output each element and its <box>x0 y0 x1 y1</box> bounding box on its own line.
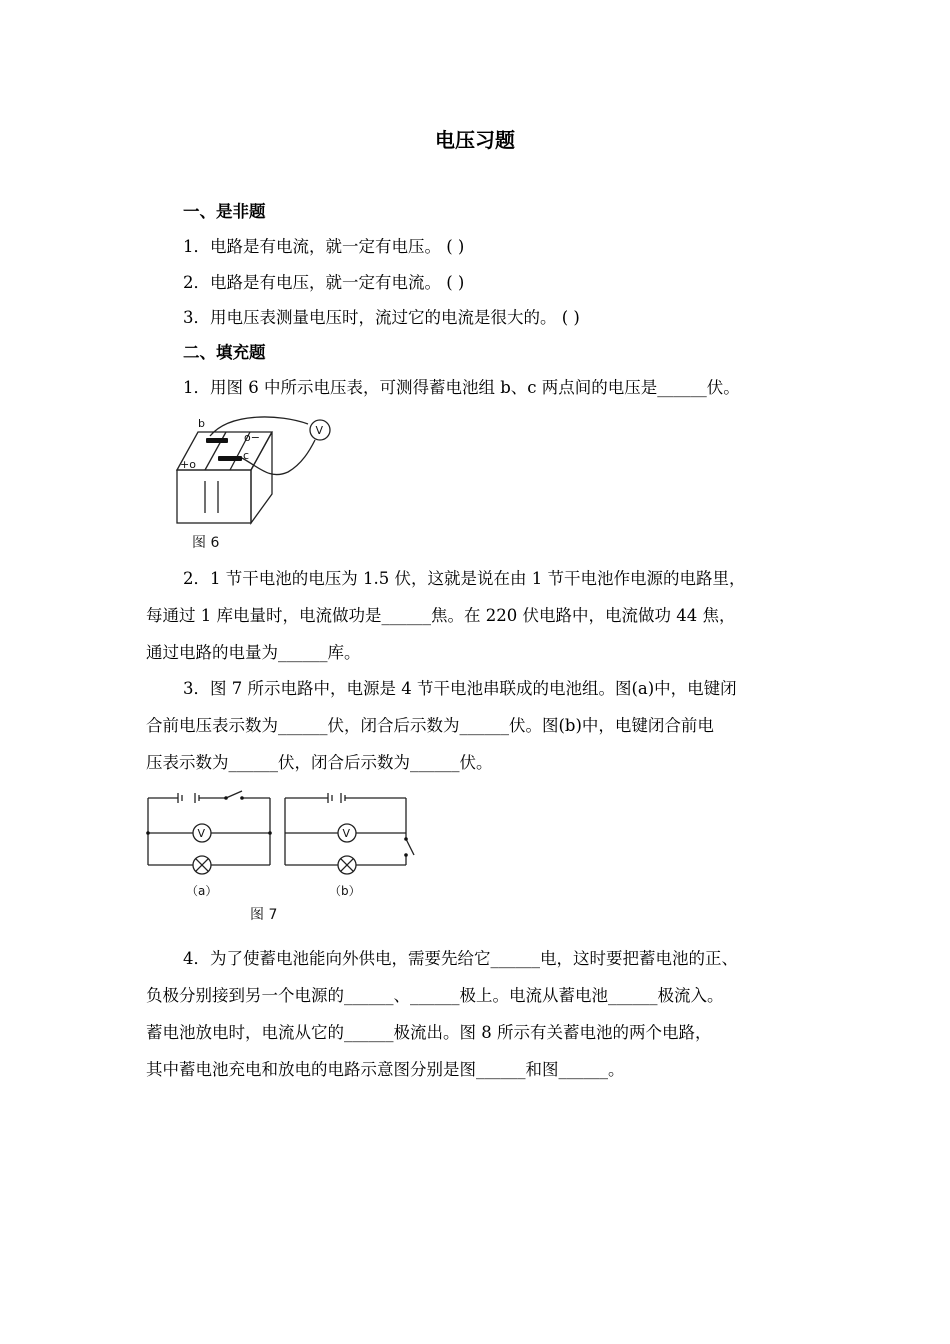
tf-question-2: 2．电路是有电压，就一定有电流。 ( ) <box>183 273 465 292</box>
tf-question-1: 1．电路是有电流，就一定有电压。 ( ) <box>183 237 465 256</box>
figure-6-caption: 图 6 <box>192 535 220 551</box>
label-b: （b） <box>329 884 361 898</box>
voltmeter-wire-c <box>242 440 315 475</box>
circuit-a <box>148 791 270 874</box>
label-plus: +o <box>180 458 196 471</box>
figure-6-battery-diagram <box>170 410 340 552</box>
q3-line-1: 3．图 7 所示电路中，电源是 4 节干电池串联成的电池组。图(a)中，电键闭 <box>183 679 737 698</box>
figure-7-circuit-diagrams <box>140 785 425 927</box>
fill-question-4 <box>146 940 826 1088</box>
q3-line-3: 压表示数为______伏，闭合后示数为______伏。 <box>146 753 493 772</box>
terminal-bar-b <box>206 438 228 443</box>
label-a: （a） <box>186 884 218 898</box>
section-heading-true-false: 一、是非题 <box>183 202 266 221</box>
q4-line-4: 其中蓄电池充电和放电的电路示意图分别是图______和图______。 <box>146 1060 625 1079</box>
figure-7-caption: 图 7 <box>250 907 278 923</box>
q2-line-2: 每通过 1 库电量时，电流做功是______焦。在 220 伏电路中，电流做功 44 焦， <box>146 606 736 625</box>
battery-side-face <box>251 432 272 523</box>
label-c: c <box>243 449 250 462</box>
q4-line-2: 负极分别接到另一个电源的______、______极上。电流从蓄电池______极流入。 <box>146 986 724 1005</box>
voltmeter-label: V <box>315 424 324 437</box>
q2-line-3: 通过电路的电量为______库。 <box>146 643 361 662</box>
q2-line-1: 2．1 节干电池的电压为 1.5 伏，这就是说在由 1 节干电池作电源的电路里， <box>183 569 746 588</box>
q3-line-2: 合前电压表示数为______伏，闭合后示数为______伏。图(b)中，电键闭合前电 <box>146 716 714 735</box>
page-title: 电压习题 <box>435 128 515 152</box>
voltmeter-b-label: V <box>342 827 351 840</box>
fill-question-2 <box>146 560 826 671</box>
label-minus: o− <box>244 431 260 444</box>
q4-line-3: 蓄电池放电时，电流从它的______极流出。图 8 所示有关蓄电池的两个电路， <box>146 1023 712 1042</box>
terminal-bar-c <box>218 456 242 461</box>
voltmeter-a-label: V <box>197 827 206 840</box>
fill-question-3 <box>146 670 826 781</box>
battery-front-face <box>177 470 251 523</box>
section-heading-fill-in: 二、填充题 <box>183 343 266 362</box>
fill-question-1: 1．用图 6 中所示电压表，可测得蓄电池组 b、c 两点间的电压是______伏。 <box>183 378 740 397</box>
label-b: b <box>198 417 205 430</box>
q4-line-1: 4．为了使蓄电池能向外供电，需要先给它______电，这时要把蓄电池的正、 <box>183 949 738 968</box>
tf-question-3: 3．用电压表测量电压时，流过它的电流是很大的。 ( ) <box>183 308 580 327</box>
